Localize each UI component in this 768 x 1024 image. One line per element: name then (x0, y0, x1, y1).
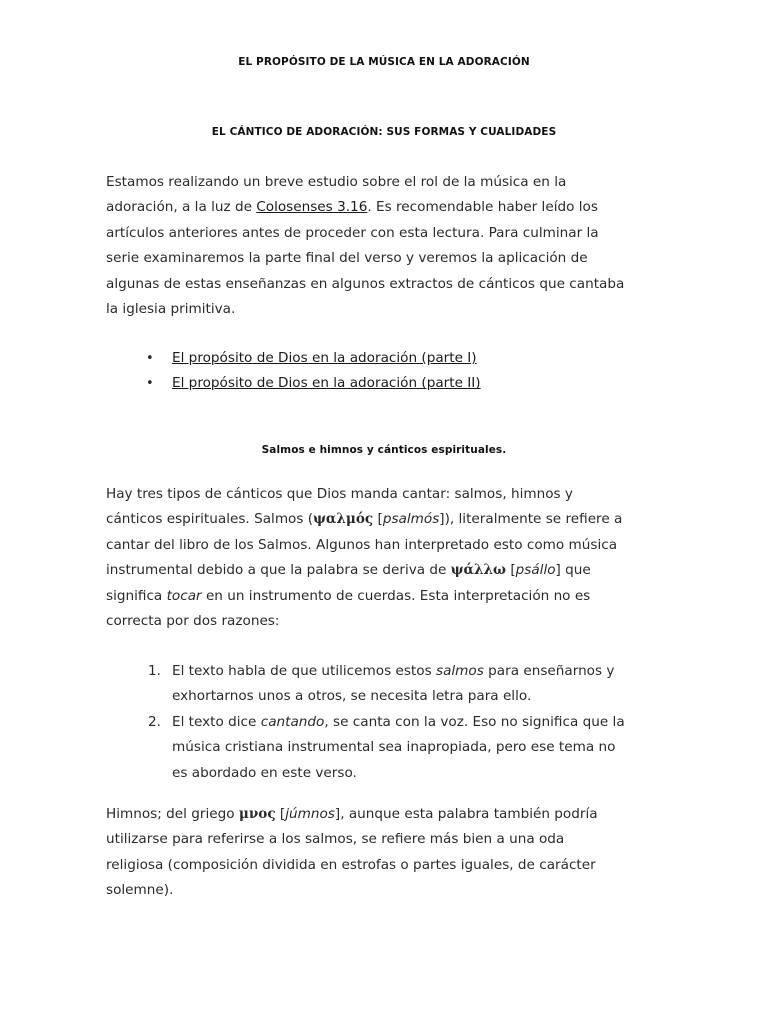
article-link-part-2[interactable]: El propósito de Dios en la adoración (parte II) (172, 375, 481, 392)
greek-word: ψαλμός (313, 511, 374, 528)
salmos-line (106, 558, 666, 583)
reason-text: para enseñarnos y (483, 663, 615, 679)
document-subtitle: EL CÁNTICO DE ADORACIÓN: SUS FORMAS Y CUALIDADES (211, 126, 557, 138)
intro-paragraph (106, 170, 666, 322)
salmos-text: ]), literalmente se refiere a (439, 511, 623, 528)
intro-text: . Es recomendable haber leído los (367, 199, 598, 216)
salmos-text: [ (373, 511, 383, 528)
reason-line: música cristiana instrumental sea inapropiada, pero ese tema no (172, 739, 616, 756)
document-title: EL PROPÓSITO DE LA MÚSICA EN LA ADORACIÓN (238, 56, 530, 68)
related-articles-list (0, 346, 768, 397)
salmos-text: instrumental debido a que la palabra se deriva de (106, 562, 451, 579)
transliteration: psalmós (382, 511, 440, 528)
transliteration: júmnos (285, 806, 335, 822)
himnos-line (106, 802, 666, 827)
list-item (0, 371, 768, 396)
reason-text: El texto habla de que utilicemos estos (172, 663, 436, 679)
list-item (0, 659, 768, 710)
intro-line: la iglesia primitiva. (106, 301, 236, 318)
salmos-text: [ (506, 562, 516, 579)
intro-line: artículos anteriores antes de proceder con esta lectura. Para culminar la (106, 224, 599, 241)
emphasis: tocar (166, 587, 202, 604)
emphasis: salmos (435, 663, 484, 679)
salmos-line (106, 584, 666, 609)
section-heading: Salmos e himnos y cánticos espirituales. (261, 444, 507, 456)
salmos-text: significa (106, 587, 167, 604)
salmos-line: Hay tres tipos de cánticos que Dios manda cantar: salmos, himnos y (106, 486, 573, 502)
bullet-icon: • (146, 351, 154, 366)
reason-line: es abordado en este verso. (172, 764, 357, 781)
reason-line (172, 659, 768, 684)
reason-line (172, 710, 768, 735)
salmos-line (106, 507, 666, 532)
himnos-text: ], aunque esta palabra también podría (334, 806, 598, 822)
article-link-part-1[interactable]: El propósito de Dios en la adoración (parte I) (172, 350, 477, 366)
emphasis: cantando (260, 713, 325, 730)
reasons-list (0, 659, 768, 786)
reason-text: El texto dice (172, 713, 261, 730)
salmos-paragraph (106, 482, 666, 634)
himnos-line: solemne). (106, 882, 174, 899)
intro-line: serie examinaremos la parte final del verso y veremos la aplicación de (106, 250, 588, 267)
list-number: 1. (148, 663, 161, 679)
intro-line: Estamos realizando un breve estudio sobre el rol de la música en la (106, 174, 567, 190)
himnos-text: Himnos; del griego (106, 806, 239, 822)
list-item (0, 710, 768, 786)
transliteration: psállo (515, 562, 556, 579)
reason-line: exhortarnos unos a otros, se necesita letra para ello. (172, 688, 532, 705)
colosenses-link[interactable]: Colosenses 3.16 (256, 199, 368, 216)
intro-text: adoración, a la luz de (106, 199, 257, 216)
salmos-line: cantar del libro de los Salmos. Algunos han interpretado esto como música (106, 536, 618, 553)
himnos-line: religiosa (composición dividida en estrofas o partes iguales, de carácter (106, 856, 596, 873)
list-number: 2. (148, 713, 161, 730)
himnos-text: [ (275, 806, 286, 822)
salmos-text: ] que (555, 562, 591, 579)
himnos-line: utilizarse para referirse a los salmos, se refiere más bien a una oda (106, 831, 565, 848)
greek-word: μνος (238, 806, 276, 822)
bullet-icon: • (146, 376, 154, 392)
greek-word: ψάλλω (450, 562, 506, 579)
intro-line (106, 195, 666, 220)
salmos-text: cánticos espirituales. Salmos ( (106, 511, 314, 528)
himnos-paragraph (106, 802, 666, 904)
salmos-line: correcta por dos razones: (106, 613, 280, 630)
salmos-text: en un instrumento de cuerdas. Esta interpretación no es (201, 587, 591, 604)
list-item (0, 346, 768, 371)
reason-text: , se canta con la voz. Eso no significa que la (324, 713, 625, 730)
intro-line: algunas de estas enseñanzas en algunos extractos de cánticos que cantaba (106, 275, 625, 292)
